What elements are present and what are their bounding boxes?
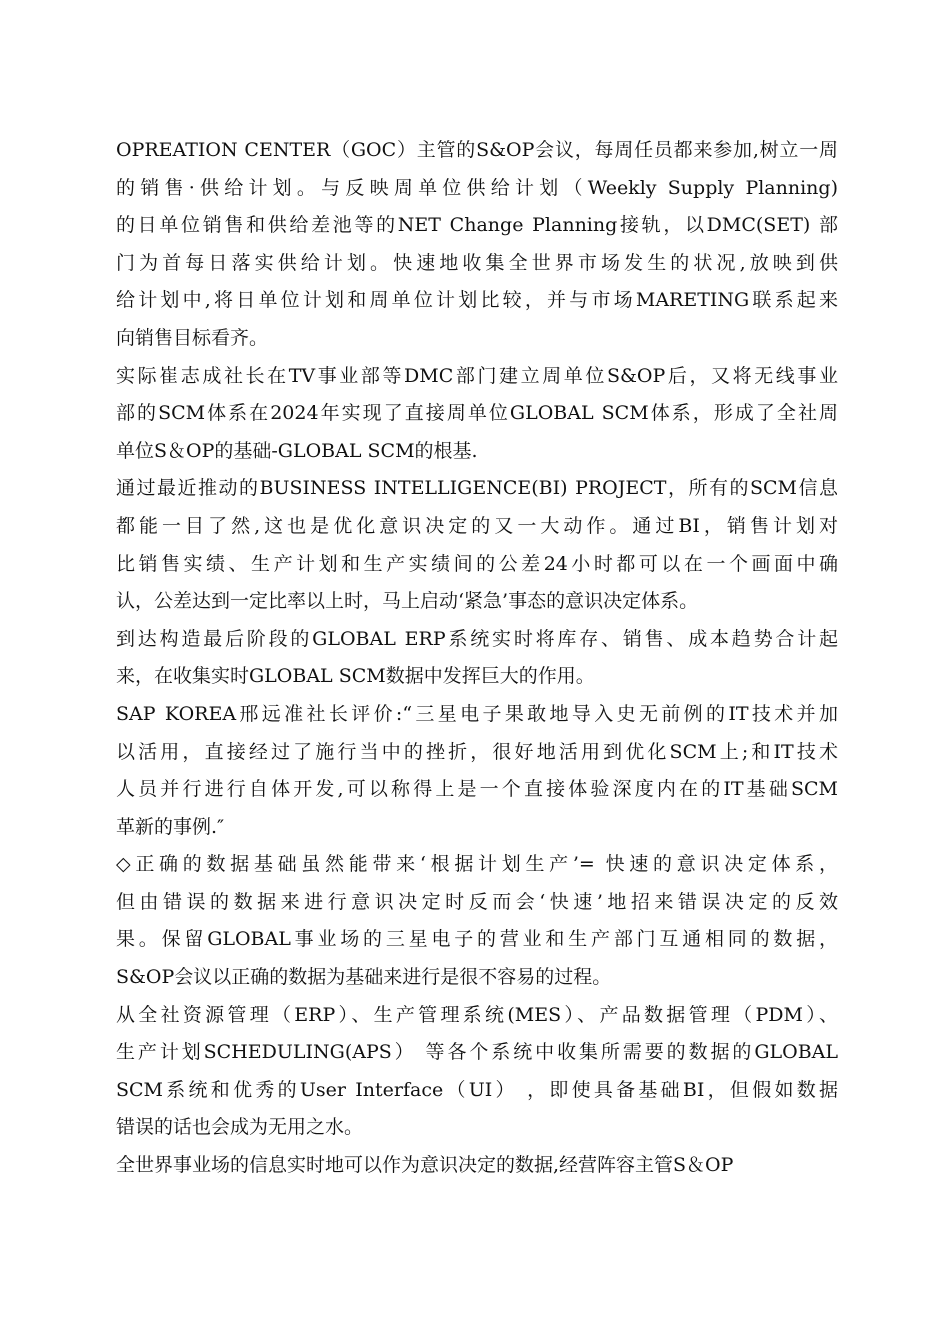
text-line: 给计划中,将日单位计划和周单位计划比较，并与市场MARETING联系起来: [116, 289, 838, 312]
text-line: 但由错误的数据来进行意识决定时反而会‘快速’地招来错误决定的反效: [116, 890, 838, 913]
text-line: 革新的事例.″: [116, 815, 225, 838]
text-line: 通过最近推动的BUSINESS INTELLIGENCE(BI) PROJECT，所有的SCM信息: [116, 477, 838, 500]
text-line: 的日单位销售和供给差池等的NET Change Planning接轨，以DMC(SET) 部: [116, 214, 838, 237]
paragraph: [116, 621, 838, 696]
document-body: [116, 132, 838, 1185]
text-line: 实际崔志成社长在TV事业部等DMC部门建立周单位S&OP后，又将无线事业: [116, 364, 838, 387]
text-line: 认，公差达到一定比率以上时，马上启动‘紧急’事态的意识决定体系。: [116, 590, 699, 613]
text-line: 部的SCM体系在2024年实现了直接周单位GLOBAL SCM体系，形成了全社周: [116, 402, 838, 425]
text-line: 错误的话也会成为无用之水。: [116, 1116, 364, 1139]
text-line: 向销售目标看齐。: [116, 326, 269, 349]
paragraph: [116, 1147, 838, 1185]
text-line: 的销售·供给计划。与反映周单位供给计划（Weekly Supply Planning): [116, 176, 838, 199]
paragraph: [116, 470, 838, 620]
text-line: 到达构造最后阶段的GLOBAL ERP系统实时将库存、销售、成本趋势合计起: [116, 627, 838, 650]
text-line: ◇正确的数据基础虽然能带来‘根据计划生产’= 快速的意识决定体系，: [116, 853, 838, 876]
paragraph: [116, 132, 838, 358]
text-line: 以活用，直接经过了施行当中的挫折，很好地活用到优化SCM上;和IT技术: [116, 740, 838, 763]
text-line: 生产计划SCHEDULING(APS） 等各个系统中收集所需要的数据的GLOBAL: [116, 1041, 838, 1064]
text-line: 果。保留GLOBAL事业场的三星电子的营业和生产部门互通相同的数据，: [116, 928, 838, 951]
text-line: 门为首每日落实供给计划。快速地收集全世界市场发生的状况,放映到供: [116, 251, 838, 274]
text-line: 单位S＆OP的基础-GLOBAL SCM的根基.: [116, 439, 478, 462]
text-line: 都能一目了然,这也是优化意识决定的又一大动作。通过BI，销售计划对: [116, 514, 838, 537]
text-line: SAP KOREA邢远准社长评价:“三星电子果敢地导入史无前例的IT技术并加: [116, 702, 838, 725]
text-line: 人员并行进行自体开发,可以称得上是一个直接体验深度内在的IT基础SCM: [116, 778, 838, 801]
paragraph: [116, 997, 838, 1147]
text-line: OPREATION CENTER（GOC）主管的S&OP会议，每周任员都来参加,树立一周: [116, 139, 838, 161]
text-line: 来，在收集实时GLOBAL SCM数据中发挥巨大的作用。: [116, 665, 595, 688]
text-line: 全世界事业场的信息实时地可以作为意识决定的数据,经营阵容主管S＆OP: [116, 1154, 734, 1177]
text-line: S&OP会议以正确的数据为基础来进行是很不容易的过程。: [116, 966, 612, 989]
paragraph: [116, 358, 838, 471]
text-line: 比销售实绩、生产计划和生产实绩间的公差24小时都可以在一个画面中确: [116, 552, 838, 575]
paragraph: [116, 846, 838, 996]
text-line: SCM系统和优秀的User Interface（UI） ，即使具备基础BI，但假如数据: [116, 1078, 838, 1101]
paragraph: [116, 696, 838, 846]
text-line: 从全社资源管理（ERP）、生产管理系统(MES）、产品数据管理（PDM）、: [116, 1003, 838, 1026]
